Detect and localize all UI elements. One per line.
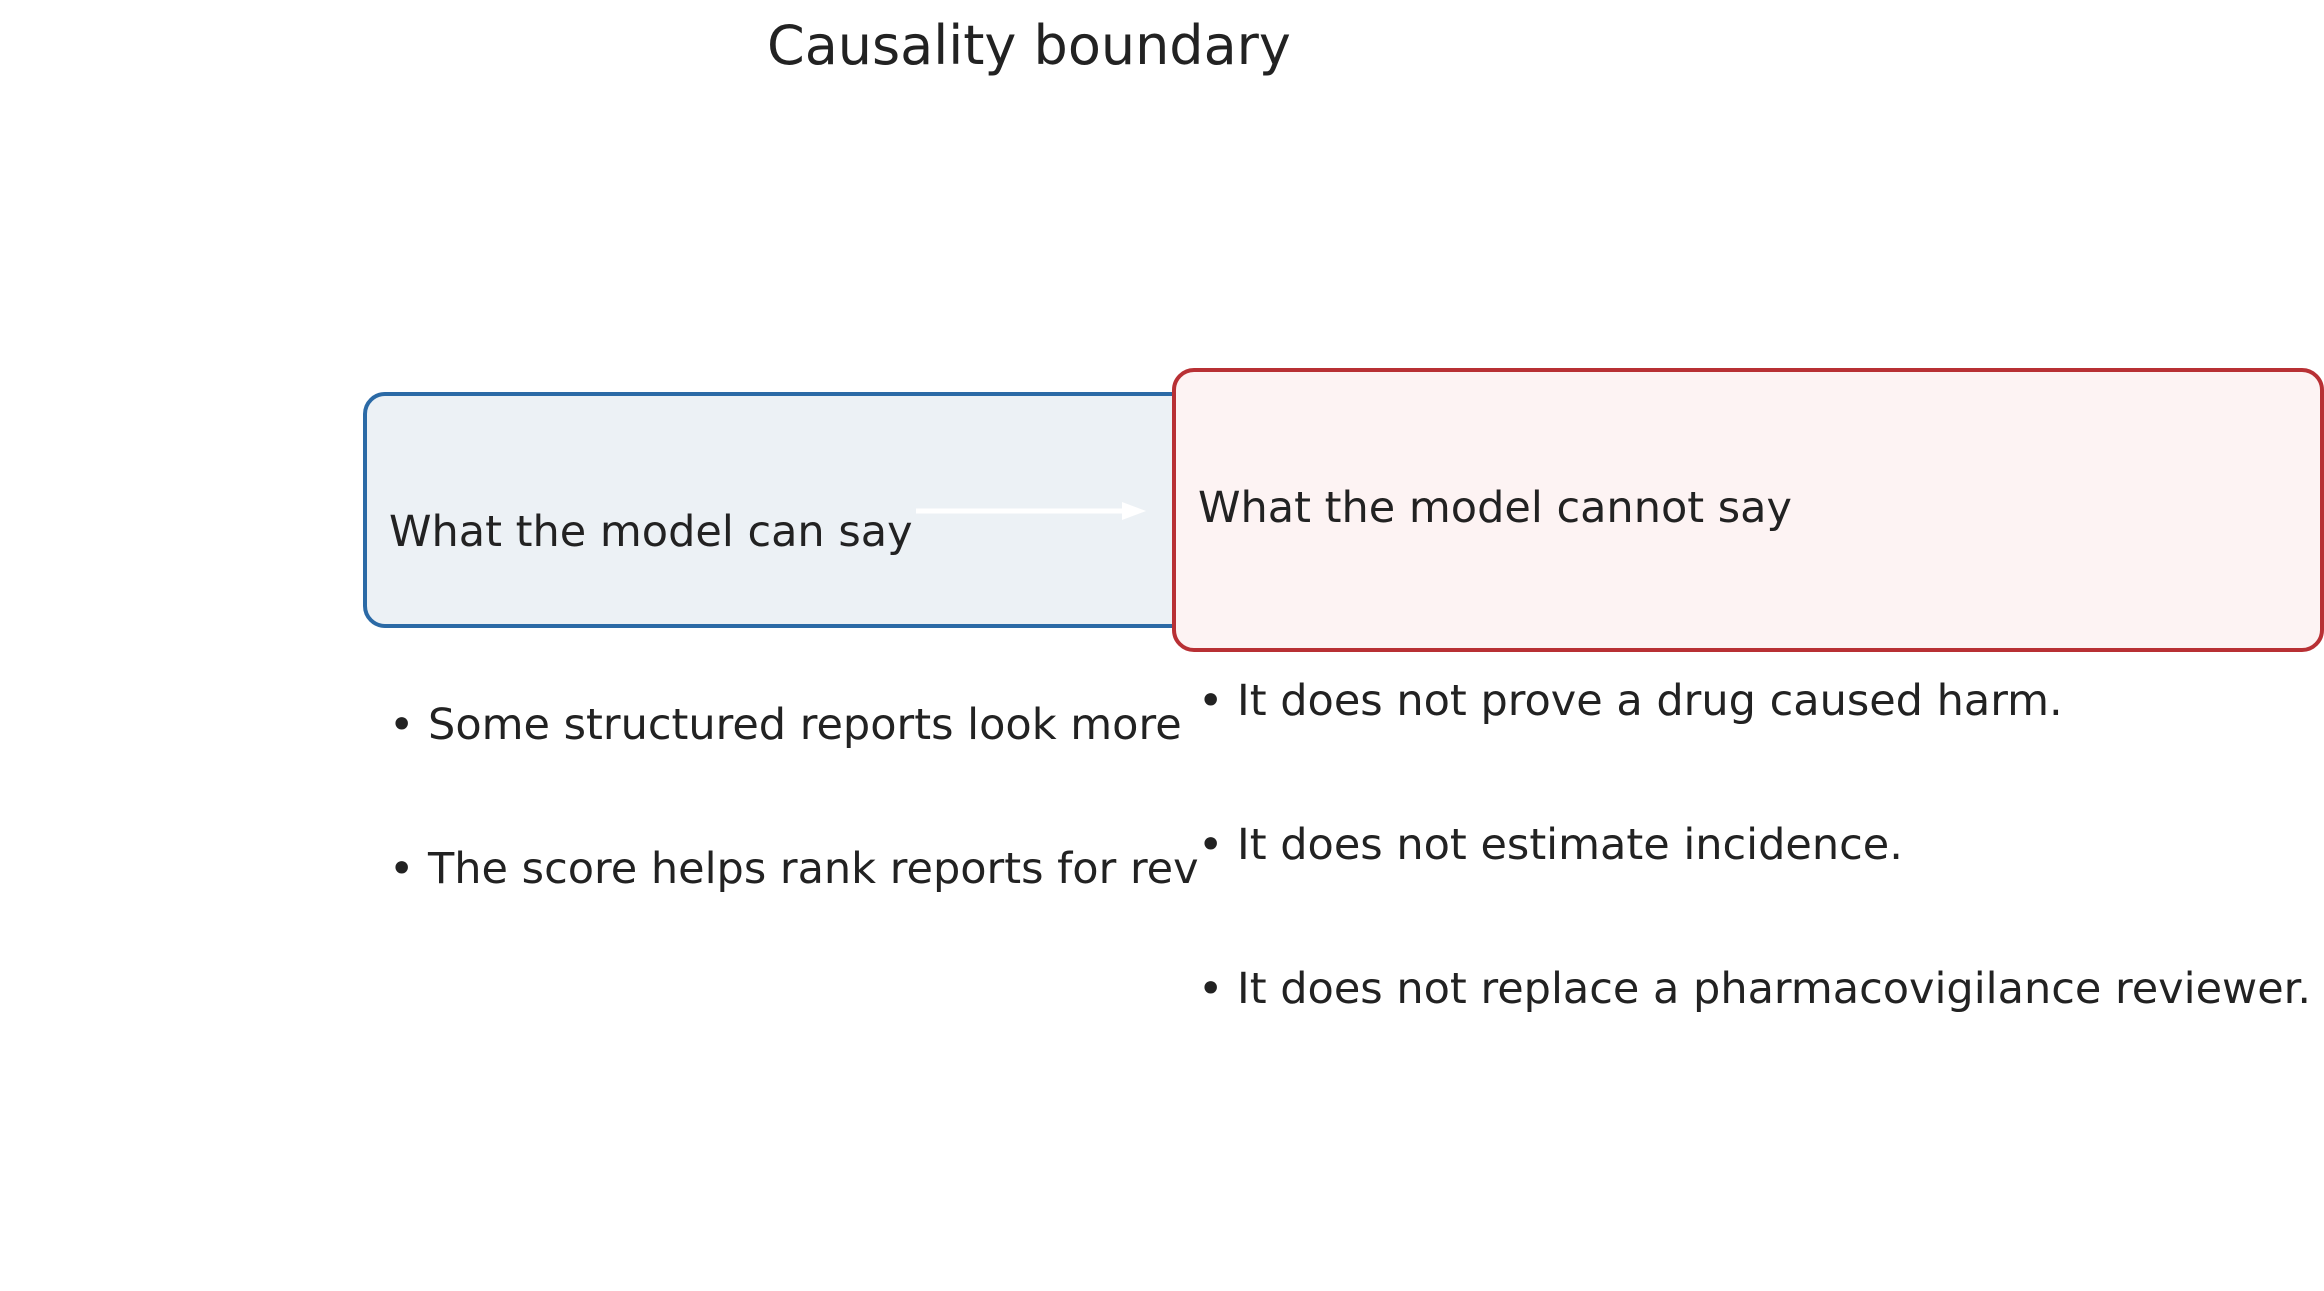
can-say-item: • Some structured reports look more (389, 700, 1182, 750)
cannot-say-item: • It does not replace a pharmacovigilance reviewer. (1198, 964, 2312, 1014)
right-arrow-icon (916, 498, 1146, 524)
cannot-say-box (1172, 368, 2324, 1014)
cannot-say-item: • It does not estimate incidence. (1198, 820, 1903, 870)
can-say-heading: What the model can say (389, 507, 913, 557)
can-say-item: • The score helps rank reports for rev (389, 844, 1199, 894)
cannot-say-heading: What the model cannot say (1198, 483, 1792, 533)
cannot-say-item: • It does not prove a drug caused harm. (1198, 676, 2063, 726)
diagram-title: Causality boundary (767, 14, 1291, 77)
